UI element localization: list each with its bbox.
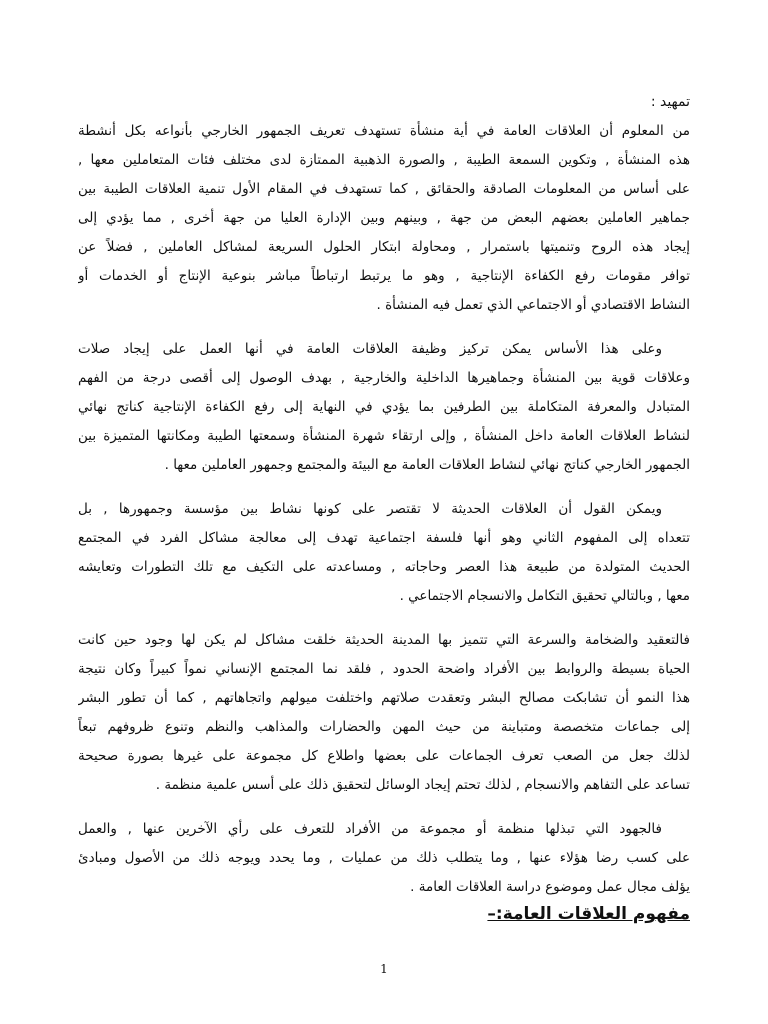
- paragraph-line: المتبادل والمعرفة المتكاملة بين الطرفين بما يؤدي في النهاية إلى رفع الكفاءة الإنتاجية كناتج نهائي: [78, 399, 690, 415]
- paragraph-line: الحياة بسيطة والروابط بين الأفراد واضحة الحدود , فلقد نما المجتمع الإنساني نمواً كبيراً وكان نتيجة: [78, 661, 690, 677]
- paragraph-line: إيجاد هذه الروح وتنميتها باستمرار , ومحاولة ابتكار الحلول السريعة لمشاكل العاملين , فضلاً عن: [78, 239, 690, 255]
- document-body: [78, 88, 690, 924]
- paragraph-line: على أساس من المعلومات الصادقة والحقائق , كما تستهدف في المقام الأول تنمية العلاقات الطيبة بين: [78, 181, 690, 197]
- paragraph-line: تتعداه إلى المفهوم الثاني وهو أنها فلسفة اجتماعية تهدف إلى معالجة مشاكل الفرد في المجتمع: [78, 530, 690, 546]
- paragraph-line: تساعد على التفاهم والانسجام , لذلك تحتم إيجاد الوسائل لتحقيق ذلك على أسس علمية منظمة .: [155, 777, 690, 793]
- paragraph-line: هذا النمو أن تشابكت مصالح البشر وتعقدت صلاتهم واختلفت ميولهم واتجاهاتهم , كما أن تطور البشر: [78, 690, 690, 706]
- page-number: 1: [380, 962, 388, 976]
- paragraph: [78, 335, 690, 480]
- paragraph-line: ويمكن القول أن العلاقات الحديثة لا تقتصر على كونها نشاط بين مؤسسة وجمهورها , بل: [78, 501, 662, 517]
- paragraph-line: وعلى هذا الأساس يمكن تركيز وظيفة العلاقات العامة في أنها العمل على إيجاد صلات: [78, 341, 662, 357]
- paragraph-line: الحديث المتولدة من طبيعة هذا العصر وحاجاته , ومساعدته على التكيف مع تلك التطورات وتعايشه: [78, 559, 690, 575]
- paragraph-line: لنشاط العلاقات العامة داخل المنشأة , وإلى ارتقاء شهرة المنشأة وسمعتها الطيبة ومكانتها المتميزة بين: [78, 428, 690, 444]
- paragraph-line: فالجهود التي تبذلها منظمة أو مجموعة من الأفراد للتعرف على رأي الآخرين عنها , والعمل: [78, 821, 662, 837]
- paragraph-line: لذلك جعل من الصعب تعرف الجماعات على بعضها واطلاع كل مجموعة على غيرها بصورة صحيحة: [78, 748, 690, 764]
- intro-label: تمهيد :: [650, 94, 690, 110]
- paragraph-line: توافر مقومات رفع الكفاءة الإنتاجية , وهو ما يرتبط ارتباطاً مباشر بنوعية الإنتاج أو الخدمات أو: [78, 268, 690, 284]
- paragraph-line: الجمهور الخارجي كناتج نهائي لنشاط العلاقات العامة مع البيئة والمجتمع وجمهور العاملين معها .: [164, 457, 690, 473]
- paragraph-line: فالتعقيد والضخامة والسرعة التي تتميز بها المدينة الحديثة خلقت مشاكل لم يكن لها وجود حين كانت: [78, 632, 690, 648]
- paragraph-line: هذه المنشأة , وتكوين السمعة الطيبة , والصورة الذهبية الممتازة لدى مختلف فئات المتعاملين معها ,: [78, 152, 690, 168]
- section-heading-wrap: [78, 902, 690, 924]
- paragraph: [78, 117, 690, 320]
- paragraph-line: يؤلف مجال عمل وموضوع دراسة العلاقات العامة .: [410, 879, 690, 895]
- paragraph: [78, 626, 690, 800]
- paragraph-line: إلى جماعات متخصصة ومتباينة من حيث المهن والحضارات والمذاهب والنظم وتنوع ظروفهم تبعاً: [78, 719, 690, 735]
- paragraph: [78, 815, 690, 902]
- paragraph-line: وعلاقات قوية بين المنشأة وجماهيرها الداخلية والخارجية , بهدف الوصول إلى أقصى درجة من الفهم: [78, 370, 690, 386]
- paragraph-line: على كسب رضا هؤلاء عنها , وما يتطلب ذلك من عمليات , وما يحدد ويوجه ذلك من الأصول ومبادئ: [78, 850, 690, 866]
- paragraph-line: من المعلوم أن العلاقات العامة في أية منشأة تستهدف تعريف الجمهور الخارجي بأنواعه بكل أنشطة: [78, 123, 690, 139]
- section-heading: مفهوم العلاقات العامة:–: [487, 904, 690, 924]
- paragraph: [78, 495, 690, 611]
- paragraph-line: جماهير العاملين بعضهم البعض من جهة , وبينهم وبين الإدارة العليا من جهة أخرى , مما يؤدي إلى: [78, 210, 690, 226]
- paragraph-line: النشاط الاقتصادي أو الاجتماعي الذي تعمل فيه المنشأة .: [376, 297, 690, 313]
- paragraph-line: معها , وبالتالي تحقيق التكامل والانسجام الاجتماعي .: [399, 588, 690, 604]
